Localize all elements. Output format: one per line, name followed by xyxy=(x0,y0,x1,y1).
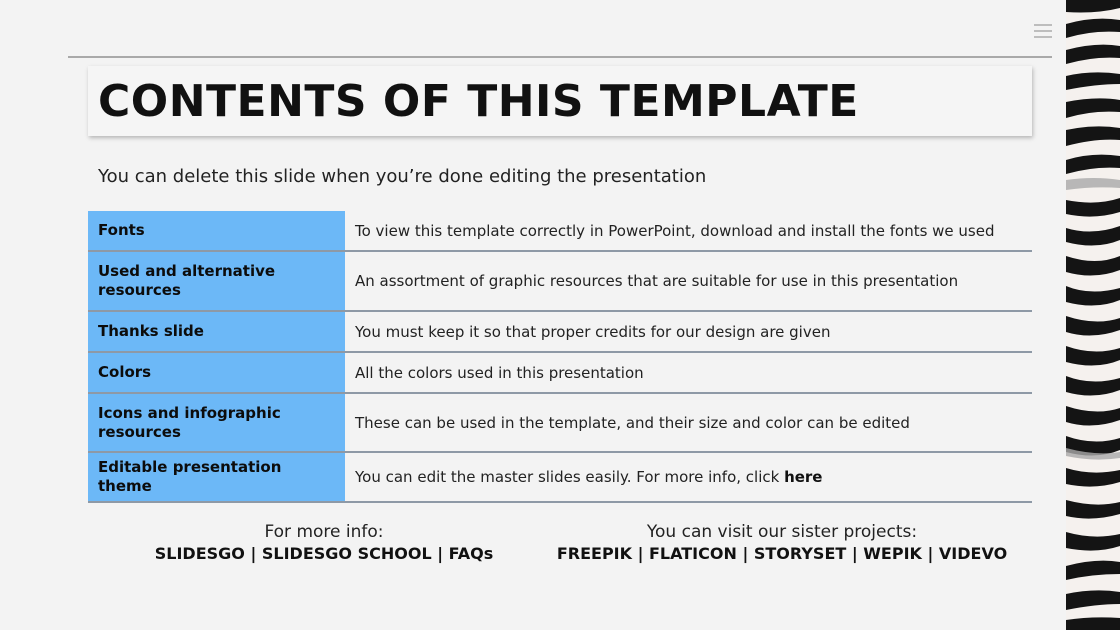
more-info-label: For more info: xyxy=(264,522,384,542)
page-title: CONTENTS OF THIS TEMPLATE xyxy=(98,76,859,127)
more-info-links[interactable]: SLIDESGO | SLIDESGO SCHOOL | FAQs xyxy=(154,544,494,563)
row-label: Used and alternative resources xyxy=(88,251,345,311)
row-label: Icons and infographic resources xyxy=(88,393,345,452)
subtitle: You can delete this slide when you’re done editing the presentation xyxy=(98,166,707,187)
row-description: To view this template correctly in PowerPoint, download and install the fonts we used xyxy=(345,211,1032,251)
menu-icon-line xyxy=(1034,36,1052,38)
table-row xyxy=(88,452,1032,502)
row-label: Thanks slide xyxy=(88,311,345,352)
row-description: You must keep it so that proper credits for our design are given xyxy=(345,311,1032,352)
sister-projects-label: You can visit our sister projects: xyxy=(646,522,918,542)
row-label: Colors xyxy=(88,352,345,393)
contents-table xyxy=(88,211,1032,503)
table-row xyxy=(88,251,1032,311)
row-description: An assortment of graphic resources that are suitable for use in this presentation xyxy=(345,251,1032,311)
more-info-block xyxy=(154,522,494,564)
zebra-stripe-decoration xyxy=(1066,0,1120,630)
table-row xyxy=(88,352,1032,393)
title-box xyxy=(88,66,1032,136)
row-description: All the colors used in this presentation xyxy=(345,352,1032,393)
row-label: Fonts xyxy=(88,211,345,251)
row-description-text: You can edit the master slides easily. For more info, click xyxy=(355,468,785,486)
sister-projects-block xyxy=(552,522,1012,564)
sister-projects-links[interactable]: FREEPIK | FLATICON | STORYSET | WEPIK | VIDEVO xyxy=(556,544,1008,563)
table-row xyxy=(88,393,1032,452)
menu-icon-line xyxy=(1034,24,1052,26)
here-link[interactable]: here xyxy=(784,468,823,486)
table-row xyxy=(88,211,1032,251)
row-description xyxy=(345,452,1032,502)
menu-icon-line xyxy=(1034,30,1052,32)
menu-icon[interactable] xyxy=(1034,24,1052,39)
row-description: These can be used in the template, and their size and color can be edited xyxy=(345,393,1032,452)
top-divider xyxy=(68,56,1052,58)
table-row xyxy=(88,311,1032,352)
row-label: Editable presentation theme xyxy=(88,452,345,502)
